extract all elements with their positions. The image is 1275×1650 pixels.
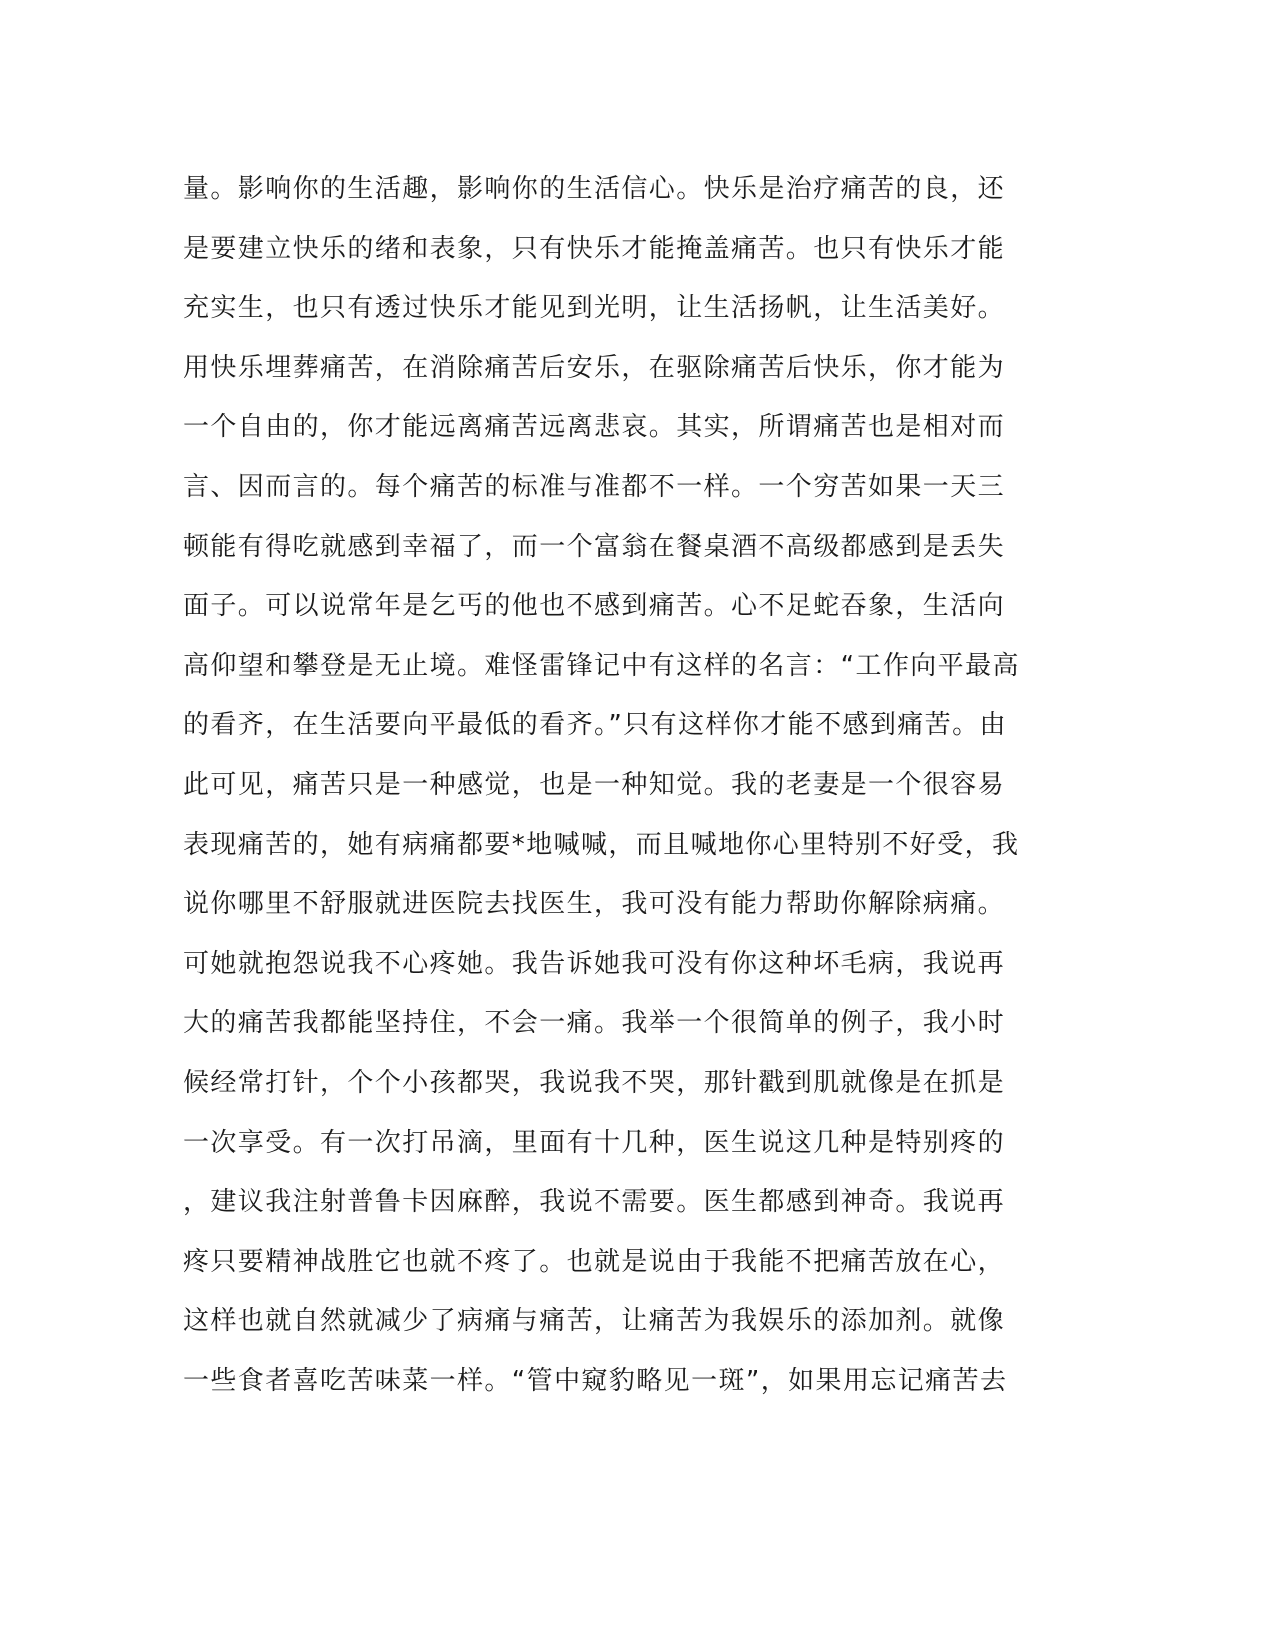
text-line: 是要建立快乐的绪和表象，只有快乐才能掩盖痛苦。也只有快乐才能: [183, 233, 1006, 264]
text-line: 一次享受。有一次打吊滴，里面有十几种，医生说这几种是特别疼的: [183, 1127, 1006, 1158]
text-line: 可她就抱怨说我不心疼她。我告诉她我可没有你这种坏毛病，我说再: [183, 948, 1006, 979]
text-line: 大的痛苦我都能坚持住，不会一痛。我举一个很简单的例子，我小时: [183, 1008, 1006, 1039]
text-line: ，建议我注射普鲁卡因麻醉，我说不需要。医生都感到神奇。我说再: [183, 1187, 1006, 1218]
text-line: 充实生，也只有透过快乐才能见到光明，让生活扬帆，让生活美好。: [183, 293, 1006, 324]
text-line: 高仰望和攀登是无止境。难怪雷锋记中有这样的名言：“工作向平最高: [183, 650, 1020, 681]
text-line: 这样也就自然就减少了病痛与痛苦，让痛苦为我娱乐的添加剂。就像: [183, 1306, 1006, 1337]
body-text: [183, 160, 1063, 1411]
text-line: 此可见，痛苦只是一种感觉，也是一种知觉。我的老妻是一个很容易: [183, 769, 1006, 800]
text-line: 一个自由的，你才能远离痛苦远离悲哀。其实，所谓痛苦也是相对而: [183, 412, 1006, 443]
text-line: 表现痛苦的，她有病痛都要*地喊喊，而且喊地你心里特别不好受，我: [183, 829, 1020, 860]
text-line: 面子。可以说常年是乞丐的他也不感到痛苦。心不足蛇吞象，生活向: [183, 591, 1006, 622]
text-line: 疼只要精神战胜它也就不疼了。也就是说由于我能不把痛苦放在心，: [183, 1246, 1006, 1277]
text-line: 用快乐埋葬痛苦，在消除痛苦后安乐，在驱除痛苦后快乐，你才能为: [183, 352, 1006, 383]
text-line: 说你哪里不舒服就进医院去找医生，我可没有能力帮助你解除病痛。: [183, 889, 1006, 920]
text-line: 的看齐，在生活要向平最低的看齐。”只有这样你才能不感到痛苦。由: [183, 710, 1007, 741]
text-line: 顿能有得吃就感到幸福了，而一个富翁在餐桌酒不高级都感到是丢失: [183, 531, 1006, 562]
text-line: 言、因而言的。每个痛苦的标准与准都不一样。一个穷苦如果一天三: [183, 471, 1006, 502]
text-line: 候经常打针，个个小孩都哭，我说我不哭，那针戳到肌就像是在抓是: [183, 1067, 1006, 1098]
text-line: 一些食者喜吃苦味菜一样。“管中窥豹略见一斑”，如果用忘记痛苦去: [183, 1365, 1008, 1396]
text-line: 量。影响你的生活趣，影响你的生活信心。快乐是治疗痛苦的良，还: [183, 174, 1006, 204]
